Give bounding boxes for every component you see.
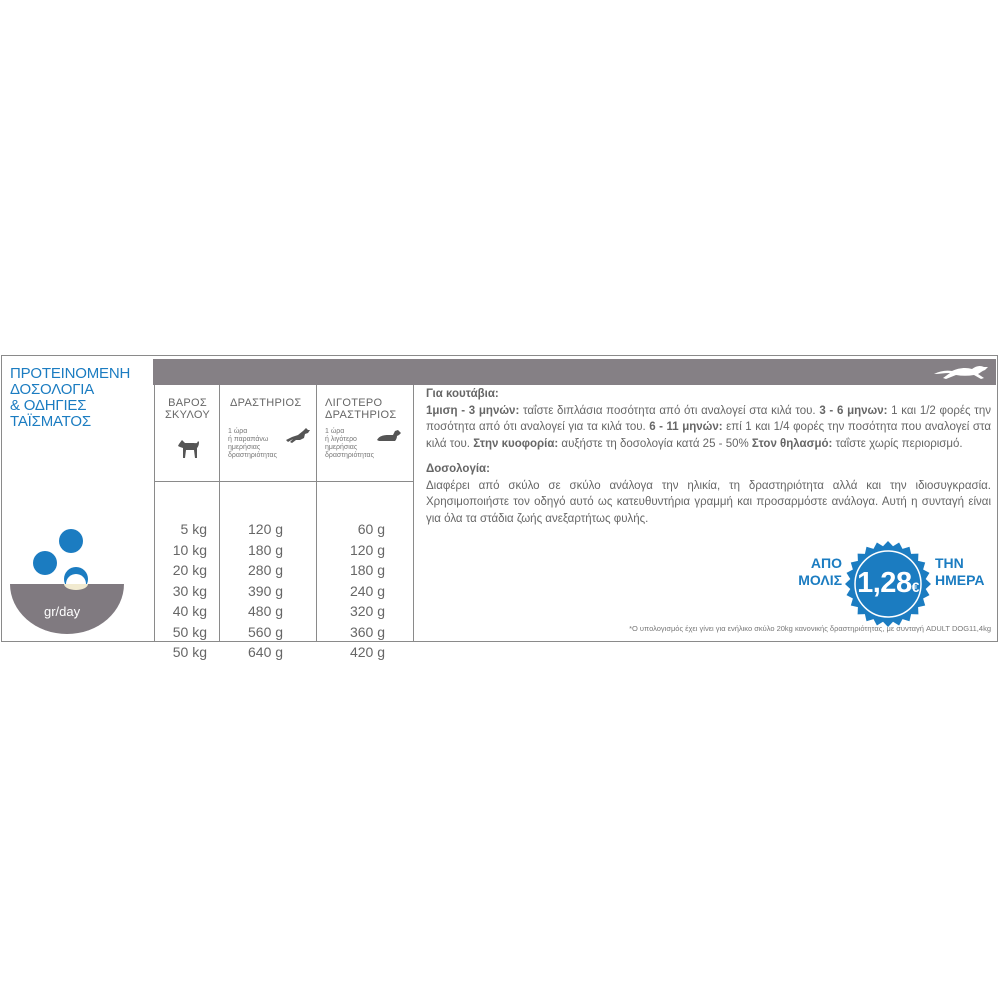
- active-cell: 280 g: [248, 562, 284, 578]
- small-dog-icon: [175, 434, 201, 460]
- title-line: ΤΑΪΣΜΑΤΟΣ: [10, 413, 91, 430]
- weight-cell: 5 kg: [180, 521, 207, 537]
- title-line: & ΟΔΗΓΙΕΣ: [10, 397, 87, 414]
- weight-cell: 50 kg: [172, 623, 207, 640]
- food-bowl-icon: [8, 524, 128, 636]
- less-active-column: [316, 385, 414, 660]
- header-line: ΒΑΡΟΣ: [168, 397, 207, 409]
- price-prefix-line: ΜΟΛΙΣ: [798, 572, 842, 588]
- less-active-cell: 60 g: [357, 521, 385, 537]
- page-title: [10, 366, 152, 430]
- less-active-cell: 120 g: [349, 541, 385, 558]
- active-header: [230, 397, 301, 409]
- price-callout: [792, 538, 1000, 626]
- less-active-header: [325, 397, 396, 421]
- price-amount: [845, 567, 931, 600]
- bowl-label: gr/day: [44, 604, 81, 619]
- jumping-dog-icon: [284, 426, 312, 446]
- header-line: ΔΡΑΣΤΗΡΙΟΣ: [325, 409, 397, 421]
- running-dog-icon: [932, 362, 992, 382]
- price-suffix: [935, 555, 995, 589]
- price-prefix: [792, 555, 842, 589]
- active-cell: 120 g: [248, 521, 284, 537]
- weight-cell: 50 kg: [172, 644, 207, 660]
- active-cell: 560 g: [248, 623, 284, 640]
- less-active-values: [317, 519, 413, 663]
- price-suffix-line: ΗΜΕΡΑ: [935, 572, 985, 588]
- dosage-heading: Δοσολογία:: [426, 463, 490, 475]
- subnote-line: 1 ώρα: [228, 428, 248, 435]
- header-line: ΛΙΓΟΤΕΡΟ: [325, 397, 383, 409]
- weight-cell: 20 kg: [172, 562, 207, 578]
- active-values: [220, 519, 316, 663]
- header-line: ΔΡΑΣΤΗΡΙΟΣ: [230, 397, 302, 409]
- subnote-line: δραστηριότητας: [228, 452, 277, 459]
- subnote-line: ημερήσιας: [228, 444, 261, 451]
- header-bar: [153, 359, 996, 385]
- weight-values: [155, 519, 219, 663]
- header-line: ΣΚΥΛΟΥ: [164, 409, 211, 421]
- subnote-line: ημερήσιας: [325, 444, 358, 451]
- active-cell: 390 g: [248, 582, 284, 599]
- nursing-label: Στον θηλασμό:: [751, 437, 833, 450]
- price-currency: €: [911, 579, 919, 595]
- footnote: *Ο υπολογισμός έχει γίνει για ενήλικο σκύλο 20kg κανονικής δραστηριότητας, με συνταγή ADULT DOG11,4kg: [629, 624, 991, 633]
- less-active-cell: 320 g: [349, 603, 385, 619]
- price-value: 1,28: [857, 567, 912, 599]
- dosage-text: Διαφέρει από σκύλο σε σκύλο ανάλογα την ηλικία, τη δραστηριότητα αλλά και την ιδιοσυγκρασία. Χρησιμοποιήστε τον οδηγό αυτό ως κατευθυντήρια γραμμή και προσαρμόστε ανάλογα. Αυτή η συνταγή είναι για όλα τα στάδια ζωής ανεξαρτήτως φυλής.: [426, 479, 991, 525]
- nursing-text: ταΐστε χωρίς περιορισμό.: [832, 437, 963, 450]
- title-line: ΔΟΣΟΛΟΓΙΑ: [10, 381, 95, 398]
- subnote-line: ή λιγότερο: [325, 436, 357, 443]
- pregnancy-text: αυξήστε τη δοσολογία κατά 25 - 50%: [558, 437, 752, 450]
- puppies-heading: Για κουτάβια:: [426, 388, 499, 400]
- less-active-cell: 360 g: [349, 623, 385, 640]
- age-label: 1μιση - 3 μηνών:: [426, 404, 520, 417]
- subnote-line: 1 ώρα: [325, 428, 345, 435]
- weight-header: [155, 397, 220, 421]
- instructions: [426, 386, 991, 527]
- active-cell: 180 g: [248, 541, 284, 558]
- weight-cell: 10 kg: [172, 541, 207, 558]
- weight-cell: 30 kg: [172, 582, 207, 599]
- feeding-guide-panel: [1, 355, 998, 660]
- pregnancy-label: Στην κυοφορία:: [473, 437, 559, 450]
- active-cell: 640 g: [248, 644, 284, 660]
- age-text: επί 1 και 1/4 φορές την ποσότητα που αναλογεί στα κιλά του.: [426, 421, 991, 450]
- title-block: [2, 356, 153, 641]
- weight-column: [154, 385, 219, 660]
- subnote-line: δραστηριότητας: [325, 452, 374, 459]
- weight-cell: 40 kg: [172, 603, 207, 619]
- puppies-text: [426, 403, 991, 453]
- less-active-cell: 420 g: [349, 644, 385, 660]
- price-prefix-line: ΑΠΟ: [810, 555, 842, 571]
- title-line: ΠΡΟΤΕΙΝΟΜΕΝΗ: [10, 365, 131, 382]
- price-badge: [845, 541, 931, 627]
- active-cell: 480 g: [248, 603, 284, 619]
- active-column: [219, 385, 316, 660]
- age-text: ταΐστε διπλάσια ποσότητα από ότι αναλογεί στα κιλά του.: [519, 404, 820, 417]
- age-label: 6 - 11 μηνών:: [649, 421, 723, 433]
- age-text: 1 και 1/2 φορές την ποσότητα από ότι αναλογεί για τα κιλά του.: [426, 404, 991, 433]
- subnote-line: ή παραπάνω: [228, 436, 269, 443]
- resting-dog-icon: [375, 427, 403, 443]
- less-active-cell: 180 g: [349, 562, 385, 578]
- age-label: 3 - 6 μηνων:: [819, 404, 888, 417]
- table-divider: [154, 481, 414, 482]
- less-active-cell: 240 g: [349, 582, 385, 599]
- price-suffix-line: ΤΗΝ: [935, 555, 964, 571]
